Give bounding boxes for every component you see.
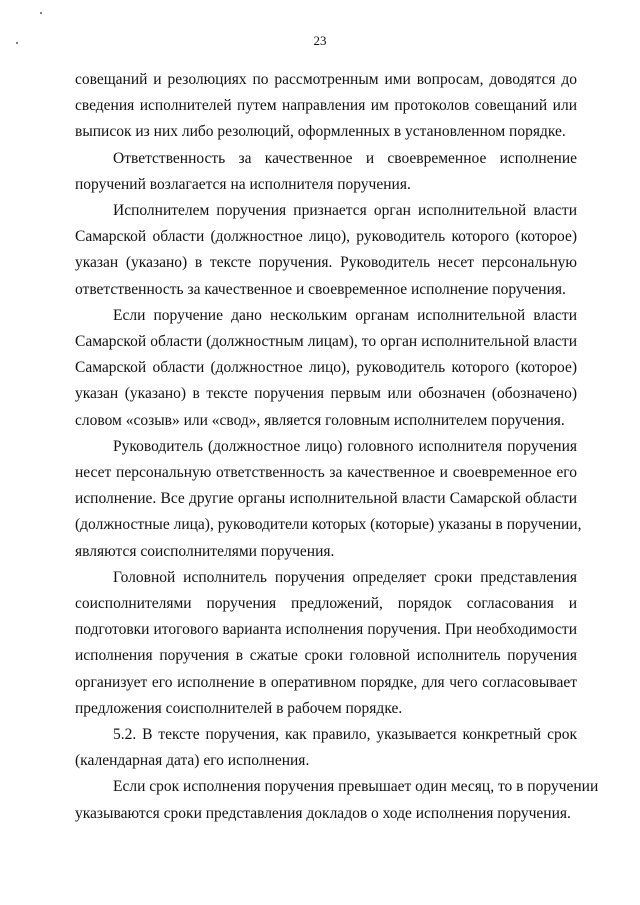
page-number: 23 bbox=[313, 33, 327, 48]
paragraph bbox=[75, 722, 577, 774]
paragraph bbox=[75, 774, 599, 826]
paragraph bbox=[75, 146, 577, 198]
text-line: исполнение. Все другие органы исполнительной власти Самарской области bbox=[75, 490, 577, 508]
text-line: указан (указано) в тексте поручения. Руководитель несет персональную bbox=[75, 254, 577, 272]
text-line: соисполнителями поручения предложений, порядок согласования и bbox=[75, 595, 577, 613]
text-line: Ответственность за качественное и своевременное исполнение bbox=[113, 149, 577, 167]
scan-speck bbox=[40, 12, 42, 14]
text-line: Самарской области (должностное лицо), руководитель которого (которое) bbox=[75, 228, 577, 246]
text-line: несет персональную ответственность за качественное и своевременное его bbox=[75, 464, 577, 482]
text-line: указан (указано) в тексте поручения первым или обозначен (обозначено) bbox=[75, 385, 577, 403]
paragraph bbox=[75, 565, 577, 722]
text-line: исполнения поручения в сжатые сроки головной исполнитель поручения bbox=[75, 647, 577, 665]
text-line: являются соисполнителями поручения. bbox=[75, 542, 335, 560]
text-line: (календарная дата) его исполнения. bbox=[75, 752, 310, 770]
paragraph bbox=[75, 198, 577, 303]
text-line: ответственность за качественное и своевременное исполнение поручения. bbox=[75, 280, 566, 298]
document-body bbox=[75, 67, 599, 827]
paragraph bbox=[75, 303, 577, 434]
text-line: предложения соисполнителей в рабочем порядке. bbox=[75, 699, 403, 717]
text-line: Руководитель (должностное лицо) головного исполнителя поручения bbox=[113, 437, 577, 455]
text-line: Если срок исполнения поручения превышает один месяц, то в поручении bbox=[113, 778, 599, 796]
text-line: совещаний и резолюциях по рассмотренным ими вопросам, доводятся до bbox=[75, 71, 577, 88]
text-line: (должностные лица), руководители которых (которые) указаны в поручении, bbox=[75, 516, 582, 534]
text-line: выписок из них либо резолюций, оформленных в установленном порядке. bbox=[75, 123, 566, 141]
text-line: Самарской области (должностным лицам), то орган исполнительной власти bbox=[75, 333, 577, 351]
text-line: 5.2. В тексте поручения, как правило, указывается конкретный срок bbox=[113, 726, 577, 744]
text-line: поручений возлагается на исполнителя поручения. bbox=[75, 175, 411, 193]
text-line: Если поручение дано нескольким органам исполнительной власти bbox=[113, 306, 577, 324]
paragraph bbox=[75, 67, 577, 146]
paragraph bbox=[75, 434, 582, 565]
text-line: Головной исполнитель поручения определяет сроки представления bbox=[113, 568, 577, 586]
text-line: указываются сроки представления докладов о ходе исполнения поручения. bbox=[75, 804, 571, 822]
text-line: Исполнителем поручения признается орган исполнительной власти bbox=[113, 202, 577, 220]
text-line: сведения исполнителей путем направления им протоколов совещаний или bbox=[75, 97, 577, 115]
text-line: организует его исполнение в оперативном порядке, для чего согласовывает bbox=[75, 673, 577, 691]
text-line: словом «созыв» или «свод», является головным исполнителем поручения. bbox=[75, 411, 565, 429]
text-line: подготовки итогового варианта исполнения поручения. При необходимости bbox=[75, 621, 577, 639]
text-line: Самарской области (должностное лицо), руководитель которого (которое) bbox=[75, 359, 577, 377]
